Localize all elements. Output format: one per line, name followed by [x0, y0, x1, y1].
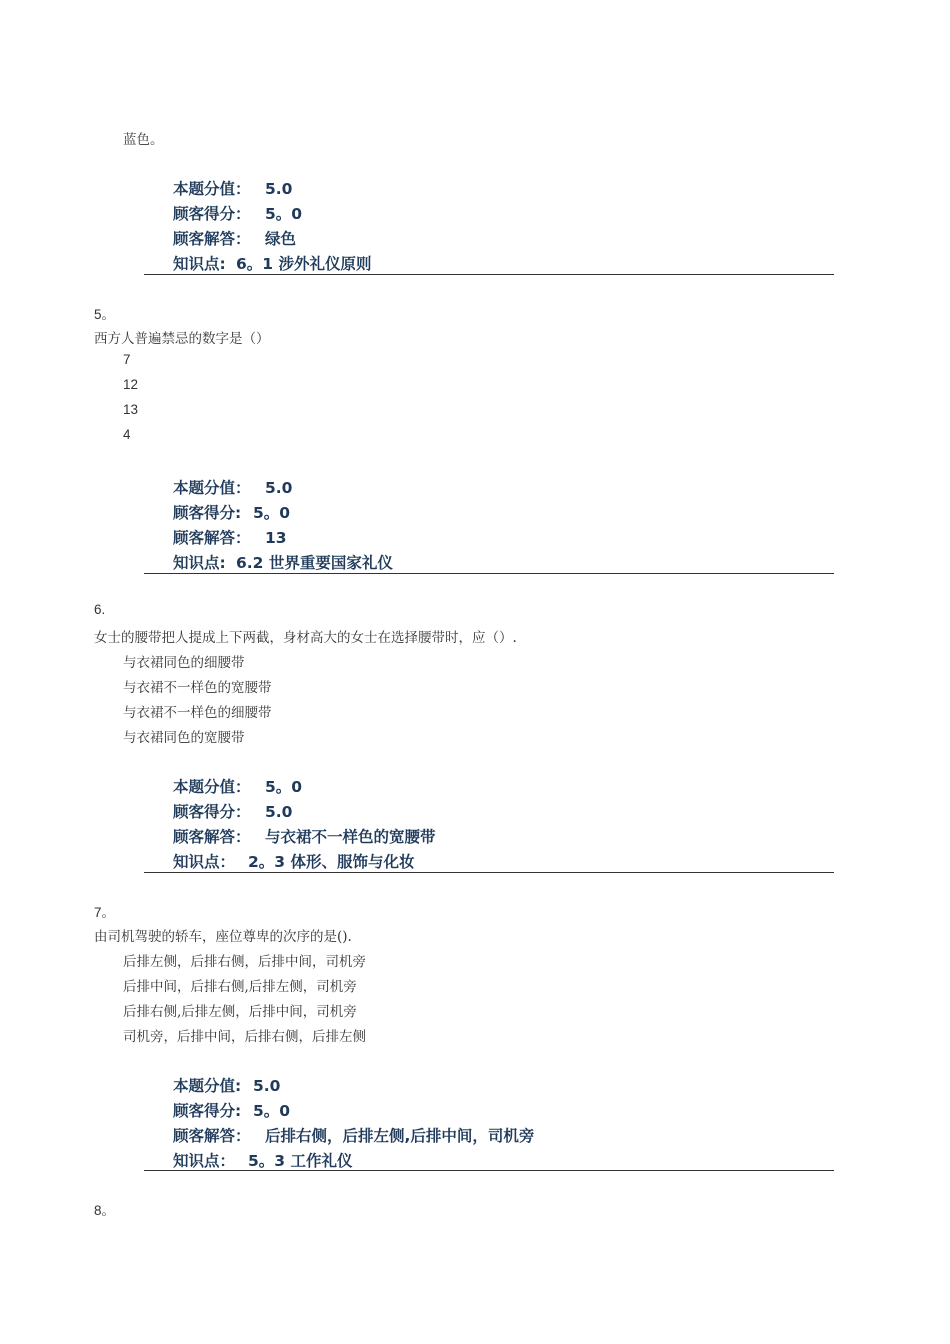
divider [144, 274, 834, 275]
got-label: 顾客得分： [173, 803, 251, 821]
got-value: 5。0 [253, 1102, 291, 1120]
got-label: 顾客得分: [173, 504, 242, 522]
knowledge-value: 2。3 体形、服饰与化妆 [248, 853, 415, 871]
got-label: 顾客得分： [173, 205, 251, 223]
score-label: 本题分值： [173, 479, 251, 497]
option-item: 后排左侧，后排右侧，后排中间，司机旁 [123, 954, 366, 970]
option-item: 13 [123, 402, 139, 417]
got-line [173, 202, 302, 224]
divider [144, 1170, 834, 1171]
answer-label: 顾客解答： [173, 1127, 251, 1145]
got-label: 顾客得分: [173, 1102, 242, 1120]
option-item: 4 [123, 427, 131, 442]
question-number: 6. [94, 602, 106, 617]
score-value: 5.0 [265, 479, 293, 497]
knowledge-label: 知识点： [173, 853, 236, 871]
question-text: 由司机驾驶的轿车，座位尊卑的次序的是(). [94, 929, 352, 945]
got-value: 5.0 [265, 803, 293, 821]
got-value: 5。0 [253, 504, 291, 522]
knowledge-label: 知识点: [173, 255, 226, 273]
answer-label: 顾客解答： [173, 529, 251, 547]
got-line [173, 501, 290, 523]
score-label: 本题分值: [173, 1077, 242, 1095]
answer-value: 后排右侧，后排左侧,后排中间，司机旁 [265, 1127, 535, 1145]
answer-line [173, 526, 287, 548]
answer-value: 绿色 [265, 230, 297, 248]
knowledge-value: 6.2 世界重要国家礼仪 [236, 554, 393, 572]
answer-label: 顾客解答： [173, 828, 251, 846]
option-item: 后排中间，后排右侧,后排左侧，司机旁 [123, 979, 357, 995]
option-item: 司机旁，后排中间，后排右侧，后排左侧 [123, 1029, 366, 1045]
question-number: 7。 [94, 905, 116, 920]
option-item: 与衣裙不一样色的细腰带 [123, 705, 272, 721]
question-text: 西方人普遍禁忌的数字是（） [94, 331, 270, 347]
answer-value: 13 [265, 529, 287, 547]
score-line [173, 775, 302, 797]
question-text: 女士的腰带把人提成上下两截，身材高大的女士在选择腰带时，应（）. [94, 630, 517, 646]
knowledge-value: 6。1 涉外礼仪原则 [236, 255, 372, 273]
got-value: 5。0 [265, 205, 303, 223]
score-line [173, 1074, 280, 1096]
knowledge-label: 知识点： [173, 1152, 236, 1170]
score-label: 本题分值： [173, 180, 251, 198]
score-label: 本题分值： [173, 778, 251, 796]
option-item: 与衣裙同色的细腰带 [123, 655, 245, 671]
divider [144, 573, 834, 574]
score-value: 5.0 [253, 1077, 281, 1095]
answer-value: 与衣裙不一样色的宽腰带 [265, 828, 436, 846]
option-item: 后排右侧,后排左侧，后排中间，司机旁 [123, 1004, 357, 1020]
knowledge-value: 5。3 工作礼仪 [248, 1152, 353, 1170]
score-value: 5。0 [265, 778, 303, 796]
score-line [173, 476, 292, 498]
knowledge-line [173, 1149, 352, 1171]
option-item: 7 [123, 352, 131, 367]
knowledge-line [173, 551, 393, 573]
answer-line [173, 1124, 534, 1146]
score-value: 5.0 [265, 180, 293, 198]
option-item: 与衣裙同色的宽腰带 [123, 730, 245, 746]
question-number: 5。 [94, 307, 116, 322]
answer-label: 顾客解答： [173, 230, 251, 248]
answer-fragment: 蓝色。 [123, 132, 164, 148]
option-item: 12 [123, 377, 139, 392]
got-line [173, 800, 292, 822]
divider [144, 872, 834, 873]
answer-line [173, 825, 436, 847]
knowledge-label: 知识点: [173, 554, 226, 572]
question-number: 8。 [94, 1203, 116, 1218]
knowledge-line [173, 850, 414, 872]
score-line [173, 177, 292, 199]
knowledge-line [173, 252, 371, 274]
got-line [173, 1099, 290, 1121]
option-item: 与衣裙不一样色的宽腰带 [123, 680, 272, 696]
answer-line [173, 227, 296, 249]
